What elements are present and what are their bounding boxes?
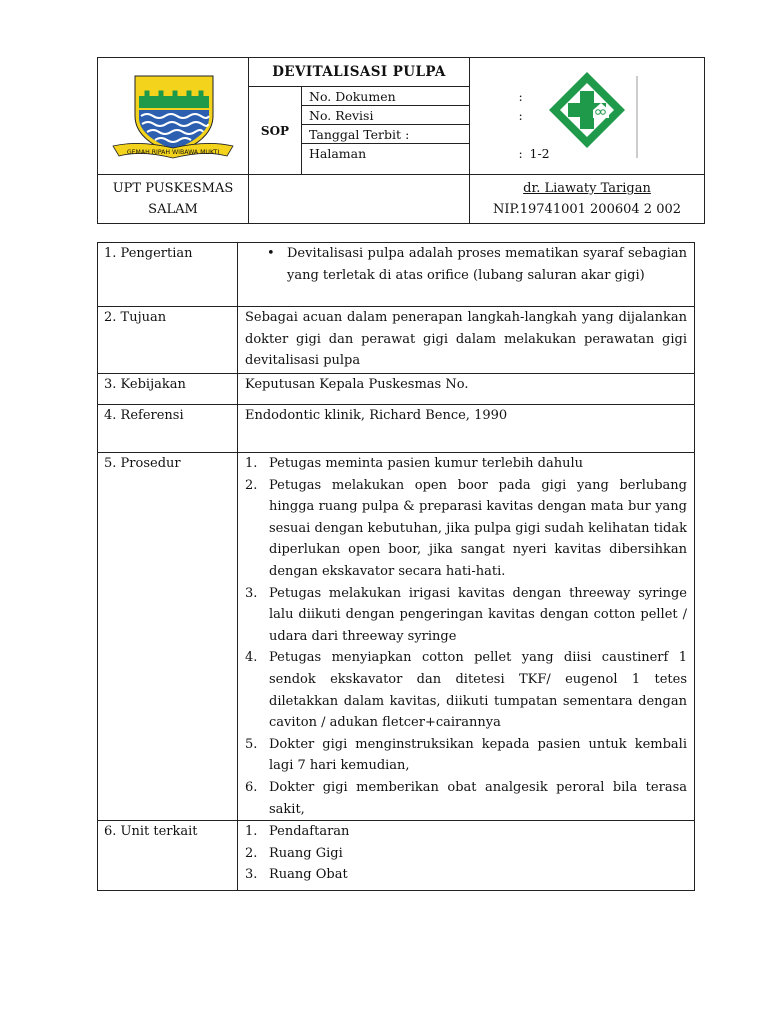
section-content: Endodontic klinik, Richard Bence, 1990 [238,405,695,453]
signer-cell [470,175,705,224]
meta-value: 1-2 [529,145,550,161]
right-logo-cell [470,58,705,175]
list-item: 4. Petugas menyiapkan cotton pellet yang diisi caustinerf 1 sendok ekskavator dan ditetesi TKF/ eugenol 1 tetes diletakkan dalam kavitas, diikuti tumpatan sementara dengan caviton / adukan fletcer+cairannya [245,650,687,731]
section-content: Keputusan Kepala Puskesmas No. [238,374,695,405]
meta-sep: : [518,88,523,104]
list-item: 1. Petugas meminta pasien kumur terlebih dahulu [245,456,584,471]
list-item: 3. Petugas melakukan irigasi kavitas dengan threeway syringe lalu diikuti dengan pengeringan kavitas dengan cotton pellet / udara dari threeway syringe [245,585,687,644]
list-item: 1. Pendaftaran [245,824,350,840]
section-label: 5. Prosedur [98,453,238,821]
bullet-icon: • [267,246,275,261]
signer-nip: NIP.19741001 200604 2 002 [492,202,682,217]
meta-label: No. Dokumen [309,88,396,104]
city-emblem-logo [109,70,237,162]
list-item: • Devitalisasi pulpa adalah proses mematikan syaraf sebagian yang terletak di atas orifice (lubang saluran akar gigi) [287,243,687,286]
meta-row [302,87,523,106]
section-row [98,243,695,307]
emblem-motto: GEMAH RIPAH WIBAWA MUKTI [126,149,220,156]
meta-label: Halaman [309,145,367,161]
section-row [98,405,695,453]
list-item: 6. Dokter gigi memberikan obat analgesik peroral bila terasa sakit, [245,779,687,817]
list-item: 3. Ruang Obat [245,867,348,883]
document-title: DEVITALISASI PULPA [249,58,469,87]
section-label: 6. Unit terkait [98,821,238,891]
meta-sep: : [405,126,410,142]
header-table [97,57,705,224]
title-block [249,58,550,175]
meta-sep: : [518,107,523,123]
organization-location: SALAM [148,202,198,217]
sop-content-table [97,242,695,891]
section-content: Sebagai acuan dalam penerapan langkah-langkah yang dijalankan dokter gigi dan perawat gigi dalam melakukan perawatan gigi devitalisasi pulpa [238,307,695,374]
organization-name: UPT PUSKESMAS [112,181,234,196]
list-item: 2. Petugas melakukan open boor pada gigi yang berlubang hingga ruang pulpa & preparasi kavitas dengan mata bur yang sesuai dengan kebutuhan, jika pulpa gigi sudah kelihatan tidak diperlukan open boor, jika sangat nyeri kavitas dibersihkan dengan ekskavator secara hati-hati. [245,477,687,579]
section-row [98,453,695,821]
meta-row [302,125,469,144]
meta-row [302,144,550,163]
empty-cell [249,175,470,224]
meta-sep: : [518,145,523,161]
sop-label: SOP [249,87,302,174]
document-meta [302,87,550,162]
section-row [98,307,695,374]
signer-name: dr. Liawaty Tarigan [523,181,651,196]
section-content [238,821,695,891]
left-logo-cell [98,58,249,175]
meta-label: Tanggal Terbit [309,126,402,142]
section-row [98,374,695,405]
section-content [238,453,695,821]
list-item: 5. Dokter gigi menginstruksikan kepada pasien untuk kembali lagi 7 hari kemudian, [245,736,687,774]
section-label: 4. Referensi [98,405,238,453]
meta-row [302,106,523,125]
section-label: 3. Kebijakan [98,374,238,405]
meta-label: No. Revisi [309,107,374,123]
section-label: 1. Pengertian [98,243,238,307]
list-item: 2. Ruang Gigi [245,845,343,861]
section-label: 2. Tujuan [98,307,238,374]
section-row [98,821,695,891]
section-content [238,243,695,307]
organization-cell [98,175,249,224]
